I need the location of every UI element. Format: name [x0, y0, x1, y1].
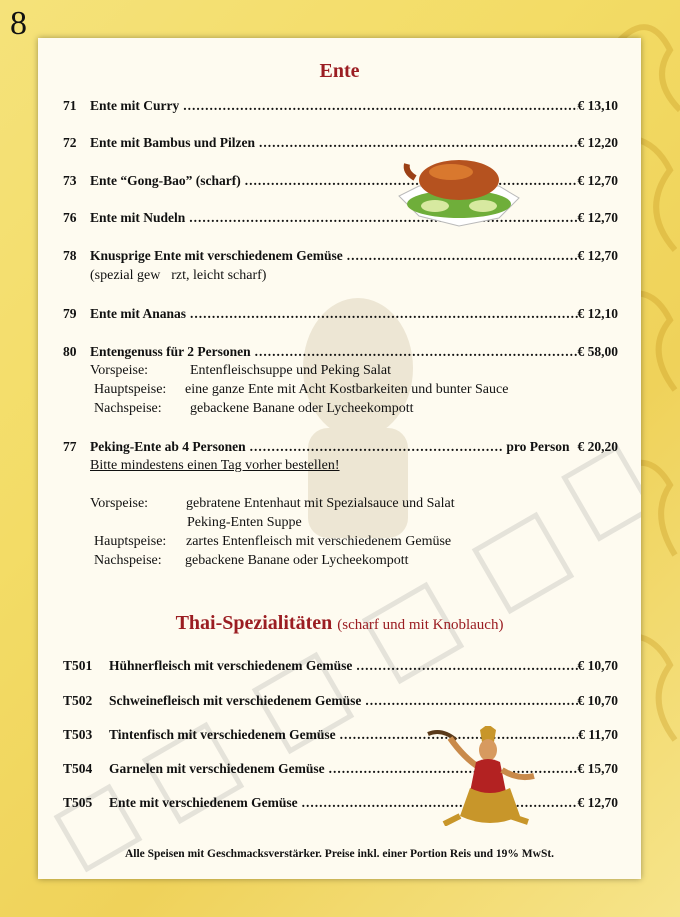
dot-leader: [190, 306, 577, 322]
item-number: T505: [63, 795, 93, 810]
menu-item: [63, 173, 618, 191]
course-label: Vorspeise:: [90, 363, 149, 378]
item-name: Ente mit Nudeln: [90, 210, 186, 225]
dot-leader: [183, 98, 577, 114]
menu-item: [63, 693, 618, 711]
course-label: Nachspeise:: [94, 401, 162, 416]
item-price: € 12,20: [577, 135, 618, 150]
item-number: T504: [63, 761, 93, 776]
dot-leader: [255, 344, 578, 360]
item-price: € 15,70: [577, 761, 618, 776]
item-note: (spezial gew rzt, leicht scharf): [90, 268, 267, 283]
page-number: 8: [10, 5, 27, 42]
item-name: Ente mit verschiedenem Gemüse: [109, 795, 298, 810]
menu-item: [63, 98, 618, 116]
item-price: € 10,70: [577, 693, 618, 708]
item-number: T503: [63, 727, 93, 742]
item-name: Peking-Ente ab 4 Personen: [90, 439, 246, 454]
item-price: € 12,70: [577, 248, 618, 263]
course-description: Peking-Enten Suppe: [187, 515, 302, 530]
course-description: gebackene Banane oder Lycheekompott: [190, 401, 414, 416]
course-description: Entenfleischsuppe und Peking Salat: [190, 363, 392, 378]
dot-leader: [347, 248, 578, 264]
item-price: € 10,70: [577, 658, 618, 673]
item-name: Schweinefleisch mit verschiedenem Gemüse: [109, 693, 362, 708]
menu-item: [63, 344, 618, 362]
item-name: Entengenuss für 2 Personen: [90, 344, 251, 359]
item-name: Ente mit Curry: [90, 98, 180, 113]
course-label: Hauptspeise:: [94, 382, 167, 397]
menu-item: [63, 135, 618, 153]
item-number: 76: [63, 210, 77, 225]
thai-subtitle: (scharf und mit Knoblauch): [337, 617, 504, 633]
thai-title: Thai-Spezialitäten: [175, 612, 333, 634]
item-price: € 12,70: [577, 210, 618, 225]
dot-leader: [259, 135, 577, 151]
course-description: zartes Entenfleisch mit verschiedenem Gemüse: [186, 534, 452, 549]
course-description: gebratene Entenhaut mit Spezialsauce und Salat: [186, 496, 455, 511]
menu-item: [63, 439, 618, 457]
item-number: 78: [63, 248, 77, 263]
item-name: Knusprige Ente mit verschiedenem Gemüse: [90, 248, 343, 263]
section-title-thai: [38, 612, 641, 635]
item-name: Garnelen mit verschiedenem Gemüse: [109, 761, 325, 776]
dot-leader: [356, 658, 577, 674]
dot-leader: [250, 439, 503, 455]
item-name: Ente “Gong-Bao” (scharf): [90, 173, 241, 188]
price-unit: pro Person: [506, 439, 570, 454]
section-title-ente: Ente: [319, 60, 360, 82]
item-number: 80: [63, 344, 77, 359]
item-price: € 11,70: [578, 727, 618, 742]
item-number: 71: [63, 98, 77, 113]
menu-item: [63, 248, 618, 266]
course-description: gebackene Banane oder Lycheekompott: [185, 553, 409, 568]
item-price: € 12,10: [577, 306, 618, 321]
footer-note: Alle Speisen mit Geschmacksverstärker. Preise inkl. einer Portion Reis und 19% MwSt.: [124, 848, 555, 860]
item-price: € 12,70: [577, 795, 618, 810]
course-label: Nachspeise:: [94, 553, 162, 568]
item-price: € 13,10: [577, 98, 618, 113]
item-number: T501: [63, 658, 93, 673]
item-number: T502: [63, 693, 93, 708]
item-name: Ente mit Bambus und Pilzen: [90, 135, 256, 150]
menu-page: [38, 38, 641, 879]
item-name: Tintenfisch mit verschiedenem Gemüse: [109, 727, 336, 742]
item-number: 72: [63, 135, 77, 150]
item-number: 77: [63, 439, 77, 454]
order-notice: Bitte mindestens einen Tag vorher bestellen!: [90, 458, 340, 473]
menu-item: [63, 658, 618, 676]
item-price: € 58,00: [577, 344, 618, 359]
menu-item: [63, 306, 618, 324]
course-description: eine ganze Ente mit Acht Kostbarkeiten und bunter Sauce: [185, 382, 509, 397]
dot-leader: [365, 693, 577, 709]
course-label: Hauptspeise:: [94, 534, 167, 549]
item-price: € 12,70: [577, 173, 618, 188]
item-number: 73: [63, 173, 77, 188]
course-label: Vorspeise:: [90, 496, 149, 511]
item-name: Ente mit Ananas: [90, 306, 187, 321]
item-price: € 20,20: [577, 439, 618, 454]
menu-item: [63, 210, 618, 228]
roast-duck-image: [395, 152, 523, 230]
item-name: Hühnerfleisch mit verschiedenem Gemüse: [109, 658, 353, 673]
item-number: 79: [63, 306, 77, 321]
thai-dancer-image: [426, 726, 538, 826]
